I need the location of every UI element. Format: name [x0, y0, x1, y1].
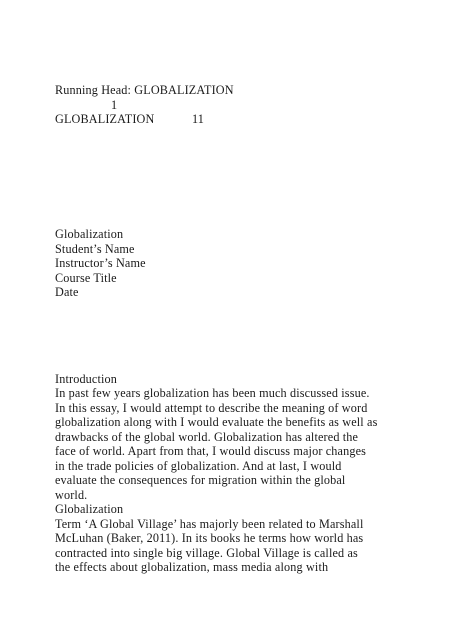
- paragraph-line: evaluate the consequences for migration within the global: [55, 473, 346, 487]
- paper-title: Globalization: [55, 227, 124, 241]
- student-name: Student’s Name: [55, 242, 135, 256]
- globalization-heading: Globalization: [55, 502, 124, 516]
- paragraph-line: In past few years globalization has been much discussed issue.: [55, 386, 370, 400]
- paragraph-line: the effects about globalization, mass media along with: [55, 560, 329, 574]
- paragraph-line: face of world. Apart from that, I would discuss major changes: [55, 444, 367, 458]
- short-title: GLOBALIZATION: [55, 112, 155, 126]
- page-number-secondary: 11: [192, 112, 205, 126]
- paragraph-line: Term ‘A Global Village’ has majorly been related to Marshall: [55, 517, 364, 531]
- paragraph-line: drawbacks of the global world. Globalization has altered the: [55, 430, 359, 444]
- page-number: 1: [111, 98, 118, 112]
- date: Date: [55, 285, 79, 299]
- paragraph-line: McLuhan (Baker, 2011). In its books he terms how world has: [55, 531, 364, 545]
- paragraph-line: world.: [55, 488, 88, 502]
- paragraph-line: In this essay, I would attempt to describe the meaning of word: [55, 401, 368, 415]
- instructor-name: Instructor’s Name: [55, 256, 146, 270]
- course-title: Course Title: [55, 271, 117, 285]
- running-head: Running Head: GLOBALIZATION: [55, 83, 234, 97]
- paragraph-line: in the trade policies of globalization. And at last, I would: [55, 459, 342, 473]
- paragraph-line: contracted into single big village. Global Village is called as: [55, 546, 358, 560]
- paragraph-line: globalization along with I would evaluate the benefits as well as: [55, 415, 378, 429]
- introduction-heading: Introduction: [55, 372, 118, 386]
